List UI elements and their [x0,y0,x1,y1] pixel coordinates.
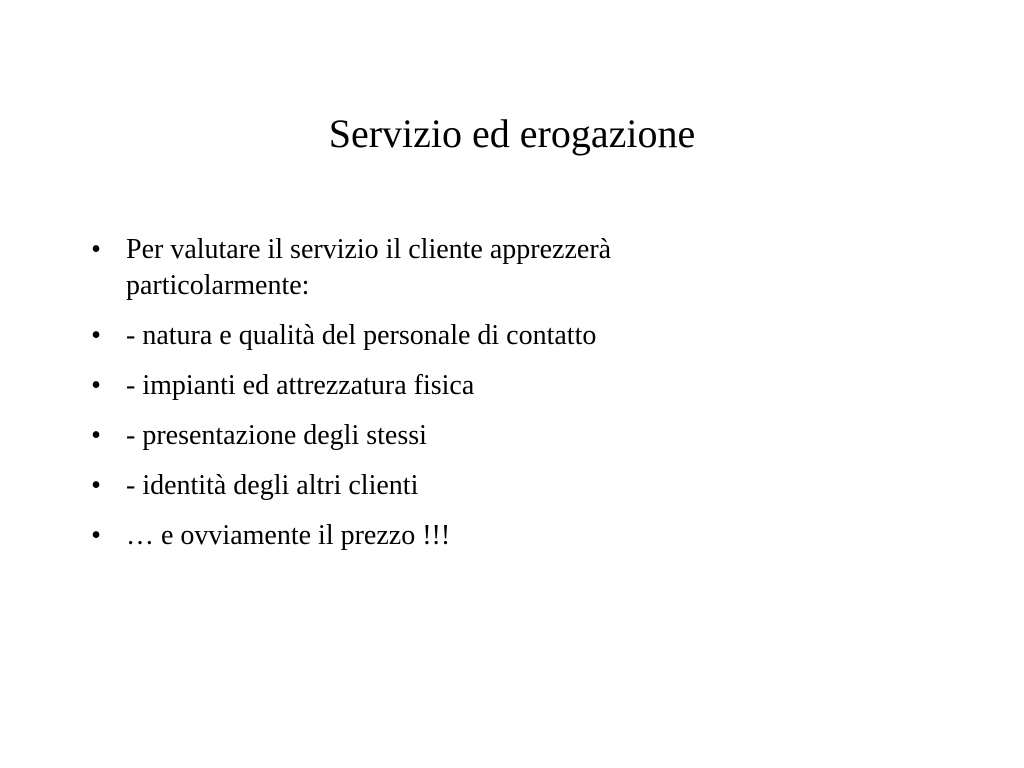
bullet-text: - natura e qualità del personale di contatto [126,320,597,351]
bullet-icon: • [91,520,101,551]
bullet-text: - impianti ed attrezzatura fisica [126,370,475,401]
bullet-item [86,468,766,504]
bullet-icon: • [91,370,101,401]
bullet-item [86,318,766,354]
bullet-icon: • [91,420,101,451]
bullet-icon: • [91,470,101,501]
slide-title: Servizio ed erogazione [328,111,696,156]
bullet-item [86,232,766,304]
bullet-item [86,518,766,554]
bullet-text: - presentazione degli stessi [126,420,427,451]
bullet-list [86,232,766,568]
bullet-icon: • [91,234,101,265]
bullet-item [86,418,766,454]
bullet-text: - identità degli altri clienti [126,470,419,501]
bullet-item [86,368,766,404]
bullet-text: … e ovviamente il prezzo !!! [126,520,451,551]
bullet-icon: • [91,320,101,351]
bullet-text: Per valutare il servizio il cliente apprezzerà particolarmente: [126,234,612,301]
